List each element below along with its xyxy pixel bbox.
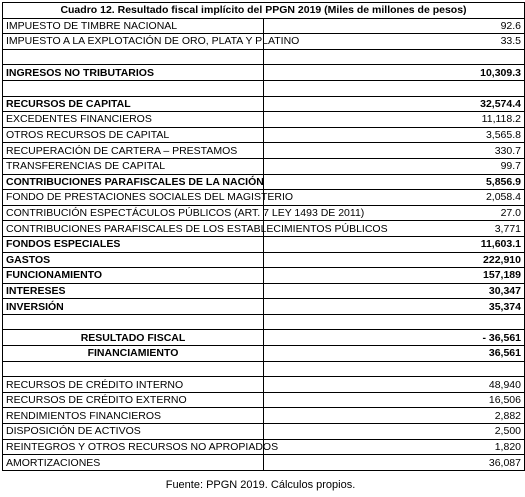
- row-value: 11,603.1: [264, 236, 525, 252]
- row-value: [264, 80, 525, 96]
- row-value: 157,189: [264, 268, 525, 284]
- row-label: RECURSOS DE CRÉDITO INTERNO: [3, 377, 264, 393]
- row-label: DISPOSICIÓN DE ACTIVOS: [3, 424, 264, 440]
- table-row: [3, 283, 525, 299]
- row-value: 222,910: [264, 252, 525, 268]
- table-row: [3, 34, 525, 50]
- row-value: 16,506: [264, 392, 525, 408]
- row-label: FONDO DE PRESTACIONES SOCIALES DEL MAGISTERIO: [3, 190, 264, 206]
- row-label: IMPUESTO DE TIMBRE NACIONAL: [3, 18, 264, 34]
- row-value: 99.7: [264, 158, 525, 174]
- table-row: [3, 392, 525, 408]
- row-label: CONTRIBUCIONES PARAFISCALES DE LOS ESTABLECIMIENTOS PÚBLICOS: [3, 221, 264, 237]
- row-label: [3, 80, 264, 96]
- row-value: 2,500: [264, 424, 525, 440]
- row-value: 36,561: [264, 346, 525, 362]
- table-row: [3, 252, 525, 268]
- table-row: [3, 268, 525, 284]
- row-value: [264, 314, 525, 330]
- row-value: 30,347: [264, 283, 525, 299]
- fiscal-result-table: [2, 2, 525, 471]
- table-row: [3, 236, 525, 252]
- table-row: [3, 439, 525, 455]
- table-row: [3, 112, 525, 128]
- row-label: [3, 361, 264, 377]
- row-label: IMPUESTO A LA EXPLOTACIÓN DE ORO, PLATA Y PLATINO: [3, 34, 264, 50]
- table-row: [3, 18, 525, 34]
- row-label: [3, 49, 264, 65]
- row-label: EXCEDENTES FINANCIEROS: [3, 112, 264, 128]
- row-value: 32,574.4: [264, 96, 525, 112]
- table-row: [3, 80, 525, 96]
- row-label: [3, 314, 264, 330]
- row-value: 3,771: [264, 221, 525, 237]
- row-label: INTERESES: [3, 283, 264, 299]
- row-value: 92.6: [264, 18, 525, 34]
- row-value: 1,820: [264, 439, 525, 455]
- row-value: 48,940: [264, 377, 525, 393]
- row-label: CONTRIBUCIONES PARAFISCALES DE LA NACIÓN: [3, 174, 264, 190]
- row-label: CONTRIBUCIÓN ESPECTÁCULOS PÚBLICOS (ART. 7 LEY 1493 DE 2011): [3, 205, 264, 221]
- row-label: RECURSOS DE CAPITAL: [3, 96, 264, 112]
- table-row: [3, 127, 525, 143]
- table-row: [3, 49, 525, 65]
- row-value: 36,087: [264, 455, 525, 471]
- table-row: [3, 408, 525, 424]
- table-row: [3, 299, 525, 315]
- table-row: [3, 221, 525, 237]
- row-label: TRANSFERENCIAS DE CAPITAL: [3, 158, 264, 174]
- table-row: [3, 158, 525, 174]
- table-row: [3, 65, 525, 81]
- row-label: RENDIMIENTOS FINANCIEROS: [3, 408, 264, 424]
- source-note: Fuente: PPGN 2019. Cálculos propios.: [165, 479, 356, 491]
- table-row: [3, 205, 525, 221]
- row-label: GASTOS: [3, 252, 264, 268]
- table-row: [3, 455, 525, 471]
- row-value: 330.7: [264, 143, 525, 159]
- table-row: [3, 174, 525, 190]
- table-row: [3, 424, 525, 440]
- table-title: Cuadro 12. Resultado fiscal implícito del PPGN 2019 (Miles de millones de pesos): [3, 3, 525, 19]
- row-value: 2,058.4: [264, 190, 525, 206]
- table-row: [3, 377, 525, 393]
- row-label: OTROS RECURSOS DE CAPITAL: [3, 127, 264, 143]
- row-label: INGRESOS NO TRIBUTARIOS: [3, 65, 264, 81]
- row-value: 2,882: [264, 408, 525, 424]
- row-label: RECUPERACIÓN DE CARTERA – PRESTAMOS: [3, 143, 264, 159]
- table-title-row: [3, 3, 525, 19]
- table-row: [3, 96, 525, 112]
- row-value: 5,856.9: [264, 174, 525, 190]
- row-value: 10,309.3: [264, 65, 525, 81]
- row-value: [264, 49, 525, 65]
- row-label: FONDOS ESPECIALES: [3, 236, 264, 252]
- row-label: RECURSOS DE CRÉDITO EXTERNO: [3, 392, 264, 408]
- row-value: 33.5: [264, 34, 525, 50]
- row-value: 3,565.8: [264, 127, 525, 143]
- row-label: REINTEGROS Y OTROS RECURSOS NO APROPIADOS: [3, 439, 264, 455]
- row-label: RESULTADO FISCAL: [3, 330, 264, 346]
- row-label: INVERSIÓN: [3, 299, 264, 315]
- table-row: [3, 346, 525, 362]
- row-label: AMORTIZACIONES: [3, 455, 264, 471]
- table-row: [3, 361, 525, 377]
- row-value: 27.0: [264, 205, 525, 221]
- row-label: FINANCIAMIENTO: [3, 346, 264, 362]
- table-row: [3, 314, 525, 330]
- table-row: [3, 330, 525, 346]
- row-value: - 36,561: [264, 330, 525, 346]
- fiscal-result-table-container: [2, 2, 521, 471]
- row-value: 35,374: [264, 299, 525, 315]
- row-value: 11,118.2: [264, 112, 525, 128]
- row-value: [264, 361, 525, 377]
- table-row: [3, 190, 525, 206]
- row-label: FUNCIONAMIENTO: [3, 268, 264, 284]
- table-row: [3, 143, 525, 159]
